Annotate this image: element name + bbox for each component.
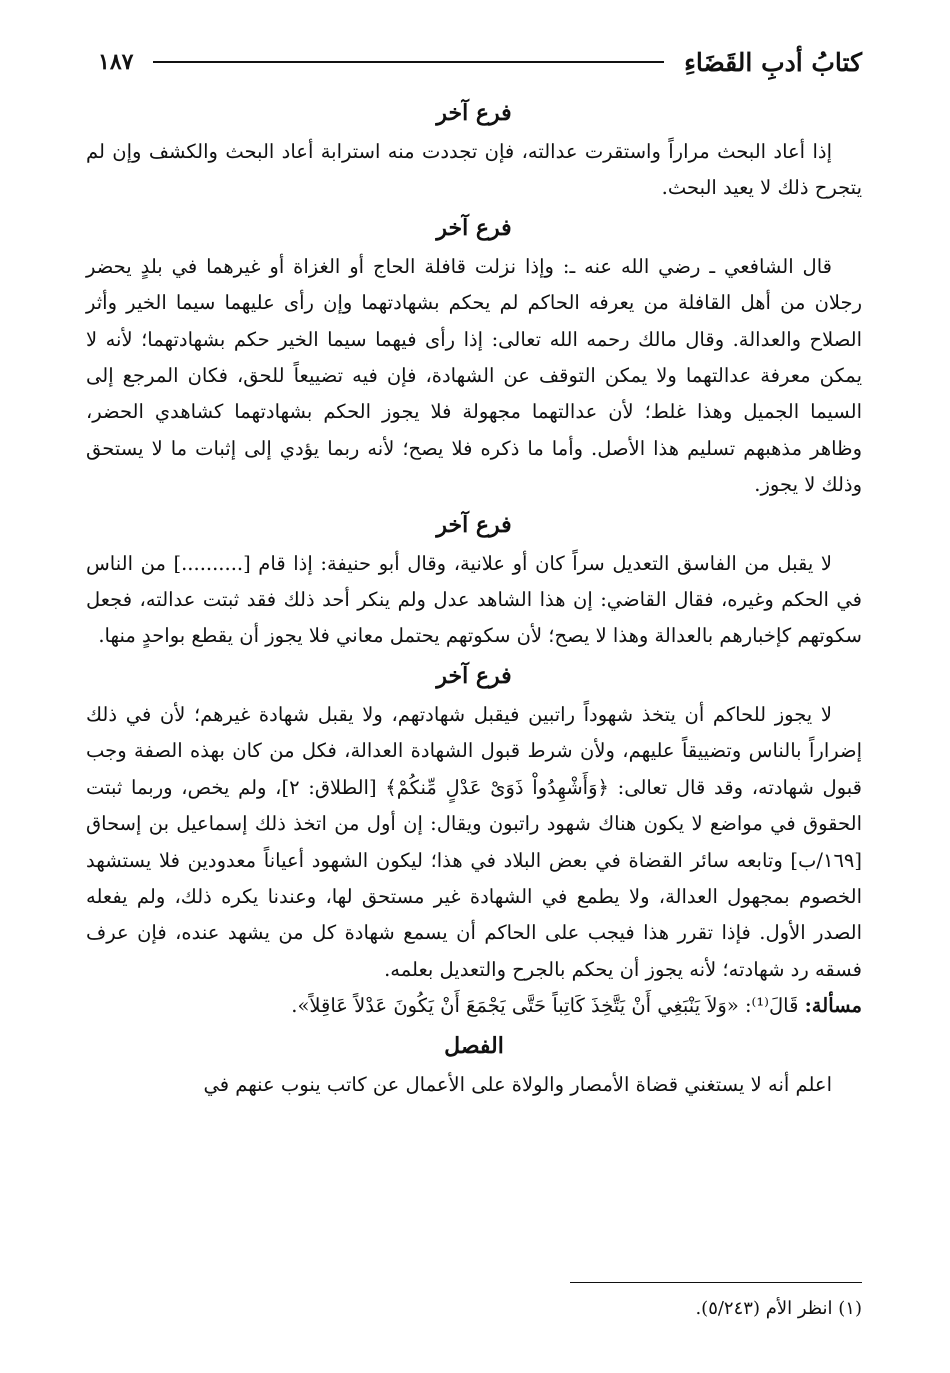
masala-label: مسألة:: [804, 994, 862, 1018]
page-number: ١٨٧: [98, 49, 134, 75]
section-title: فرع آخر: [436, 511, 512, 538]
section-title: فرع آخر: [436, 662, 512, 689]
section-2: [86, 207, 862, 504]
masala-text: قَالَ⁽¹⁾: «وَلاَ يَنْبَغِي أَنْ يَتَّخِذَ كَاتِباً حَتَّى يَجْمَعَ أَنْ يَكُونَ عَدْلاً عَاقِلاً».: [291, 994, 799, 1018]
page-body: [86, 92, 862, 1103]
section-text: قال الشافعي ـ رضي الله عنه ـ: وإذا نزلت قافلة الحاج أو الغزاة أو غيرهما في بلدٍ يحضر رجلان من أهل القافلة من يعرفه الحاكم لم يحكم بشهادتهما وإن رأى عليهما سيما الخير وأثر الصلاح والعدالة. وقال مالك رحمه الله تعالى: إذا رأى فيهما سيما الخير حكم بشهادتهما؛ لأنه لا يمكن معرفة عدالتهما ولا يمكن التوقف عن الشهادة، فإن فيه تضييعاً للحق، فكان المرجع إلى السيما الجميل وهذا غلط؛ لأن عدالتهما مجهولة فلا يجوز الحكم بشهادتهما كشاهدي الحضر، وظاهر مذهبهم تسليم هذا الأصل. وأما ما ذكره فلا يصح؛ لأنه ربما يؤدي إلى إثبات ما لا يستحق وذلك لا يجوز.: [86, 254, 862, 497]
section-title: فرع آخر: [436, 214, 512, 241]
section-3: [86, 504, 862, 655]
footnote: (١) انظر الأم (٥/٢٤٣).: [695, 1298, 862, 1319]
footnote-rule: [570, 1282, 862, 1283]
chapter-text: اعلم أنه لا يستغني قضاة الأمصار والولاة على الأعمال عن كاتب ينوب عنهم في: [203, 1072, 832, 1096]
chapter-title: الفصل: [444, 1032, 504, 1059]
masala-paragraph: [86, 988, 862, 1024]
section-1: [86, 92, 862, 207]
section-text: لا يجوز للحاكم أن يتخذ شهوداً راتبين فيقبل شهادتهم، ولا يقبل شهادة غيرهم؛ لأن في ذلك إضراراً بالناس وتضييقاً عليهم، ولأن شرط قبول الشهادة العدالة، فكل من كان بهذه الصفة وجب قبول شهادته، وقد قال تعالى: ﴿وَأَشْهِدُواْ ذَوَىْ عَدْلٍ مِّنكُمْ﴾ [الطلاق: ٢]، ولم يخص، وربما ثبتت الحقوق في مواضع لا يكون هناك شهود راتبون ويقال: إن أول من اتخذ ذلك إسماعيل بن إسحاق [١٦٩/ب] وتابعه سائر القضاة في بعض البلاد في هذا؛ ليكون الشهود أعياناً معدودين فلا يستشهد الخصوم بمجهول العدالة، ولا يطمع في الشهادة غير مستحق لها، وعندنا يكره ذلك، ولم يفعله الصدر الأول. فإذا تقرر هذا فيجب على الحاكم أن يسمع شهادة كل من يشهد عنده، فإن عرف فسقه رد شهادته؛ لأنه يجوز أن يحكم بالجرح والتعديل بعلمه.: [86, 702, 862, 981]
page-header: [98, 42, 862, 82]
section-text: إذا أعاد البحث مراراً واستقرت عدالته، فإن تجددت منه استرابة أعاد البحث والكشف وإن لم يتجرح ذلك لا يعيد البحث.: [86, 140, 862, 200]
running-title: كتابُ أدبِ القَضَاءِ: [684, 47, 862, 77]
section-text: لا يقبل من الفاسق التعديل سراً كان أو علانية، وقال أبو حنيفة: إذا قام [..........] من الناس في الحكم وغيره، فقال القاضي: إن هذا الشاهد عدل ولم ينكر أحد ذلك فقد ثبتت عدالته، فجعل سكوتهم كإخبارهم بالعدالة وهذا لا يصح؛ لأن سكوتهم يحتمل معاني فلا يجوز أن يقطع بواحدٍ منها.: [86, 551, 862, 648]
section-4: [86, 655, 862, 988]
section-title: فرع آخر: [436, 100, 512, 126]
chapter-section: [86, 1025, 862, 1103]
header-rule: [153, 61, 664, 63]
